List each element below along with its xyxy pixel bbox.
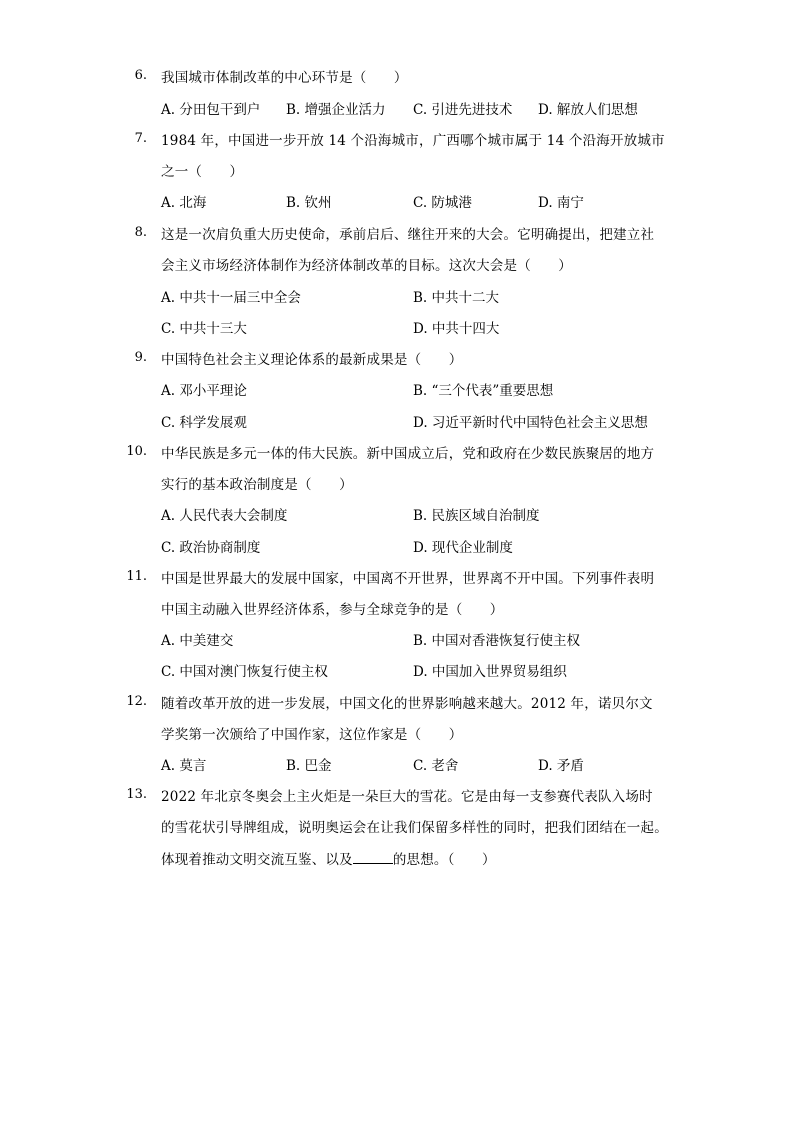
question-number: 11. [126, 569, 147, 584]
question-stem: 中华民族是多元一体的伟大民族。新中国成立后，党和政府在少数民族聚居的地方 [161, 446, 655, 462]
option-b[interactable]: B. 巴金 [286, 758, 332, 774]
question-stem-last [161, 848, 496, 868]
question-stem: 中国特色社会主义理论体系的最新成果是（ ） [161, 352, 463, 368]
option-c[interactable]: C. 引进先进技术 [413, 102, 513, 118]
question-number: 8. [134, 225, 147, 240]
question-number: 12. [126, 694, 147, 709]
option-a[interactable]: A. 中共十一届三中全会 [161, 290, 301, 306]
option-a[interactable]: A. 邓小平理论 [161, 383, 247, 399]
question-stem: 这是一次肩负重大历史使命，承前启后、继往开来的大会。它明确提出，把建立社 [161, 227, 655, 243]
option-d[interactable]: D. 习近平新时代中国特色社会主义思想 [413, 415, 648, 431]
option-a[interactable]: A. 中美建交 [161, 633, 234, 649]
question-stem: 2022 年北京冬奥会上主火炬是一朵巨大的雪花。它是由每一支参赛代表队入场时 [161, 789, 653, 805]
question-stem: 1984 年，中国进一步开放 14 个沿海城市，广西哪个城市属于 14 个沿海开放城市 [161, 133, 665, 149]
option-b[interactable]: B. 增强企业活力 [286, 102, 386, 118]
option-d[interactable]: D. 现代企业制度 [413, 540, 513, 556]
stem-after-blank: 的思想。（ ） [392, 852, 496, 868]
question-stem: 学奖第一次颁给了中国作家，这位作家是（ ） [161, 727, 463, 743]
option-b[interactable]: B. 钦州 [286, 195, 332, 211]
question-number: 10. [126, 444, 147, 459]
option-c[interactable]: C. 中共十三大 [161, 321, 247, 337]
question-number: 7. [134, 131, 147, 146]
question-number: 13. [126, 787, 147, 802]
option-a[interactable]: A. 北海 [161, 195, 207, 211]
option-b[interactable]: B. 中国对香港恢复行使主权 [413, 633, 581, 649]
question-number: 6. [134, 68, 147, 83]
question-stem: 会主义市场经济体制作为经济体制改革的目标。这次大会是（ ） [161, 258, 572, 274]
option-a[interactable]: A. 莫言 [161, 758, 207, 774]
question-stem: 我国城市体制改革的中心环节是（ ） [161, 70, 408, 86]
option-a[interactable]: A. 分田包干到户 [161, 102, 261, 118]
question-stem: 中国主动融入世界经济体系，参与全球竞争的是（ ） [161, 602, 504, 618]
option-d[interactable]: D. 矛盾 [538, 758, 584, 774]
option-d[interactable]: D. 中国加入世界贸易组织 [413, 664, 567, 680]
question-stem: 之一（ ） [161, 164, 244, 180]
question-stem: 实行的基本政治制度是（ ） [161, 477, 353, 493]
option-d[interactable]: D. 解放人们思想 [538, 102, 638, 118]
option-c[interactable]: C. 科学发展观 [161, 415, 247, 431]
option-b[interactable]: B. 中共十二大 [413, 290, 500, 306]
stem-before-blank: 体现着推动文明交流互鉴、以及 [161, 852, 353, 868]
option-d[interactable]: D. 南宁 [538, 195, 584, 211]
question-number: 9. [134, 350, 147, 365]
option-a[interactable]: A. 人民代表大会制度 [161, 508, 288, 524]
question-stem: 的雪花状引导牌组成，说明奥运会在让我们保留多样性的同时，把我们团结在一起。 [161, 820, 668, 836]
option-c[interactable]: C. 中国对澳门恢复行使主权 [161, 664, 328, 680]
question-stem: 中国是世界最大的发展中国家，中国离不开世界，世界离不开中国。下列事件表明 [161, 571, 655, 587]
answer-blank[interactable] [353, 851, 393, 864]
option-c[interactable]: C. 老舍 [413, 758, 459, 774]
option-b[interactable]: B. “三个代表”重要思想 [413, 383, 554, 399]
question-stem: 随着改革开放的进一步发展，中国文化的世界影响越来越大。2012 年，诺贝尔文 [161, 696, 653, 712]
option-c[interactable]: C. 防城港 [413, 195, 472, 211]
option-c[interactable]: C. 政治协商制度 [161, 540, 261, 556]
option-b[interactable]: B. 民族区域自治制度 [413, 508, 540, 524]
option-d[interactable]: D. 中共十四大 [413, 321, 500, 337]
